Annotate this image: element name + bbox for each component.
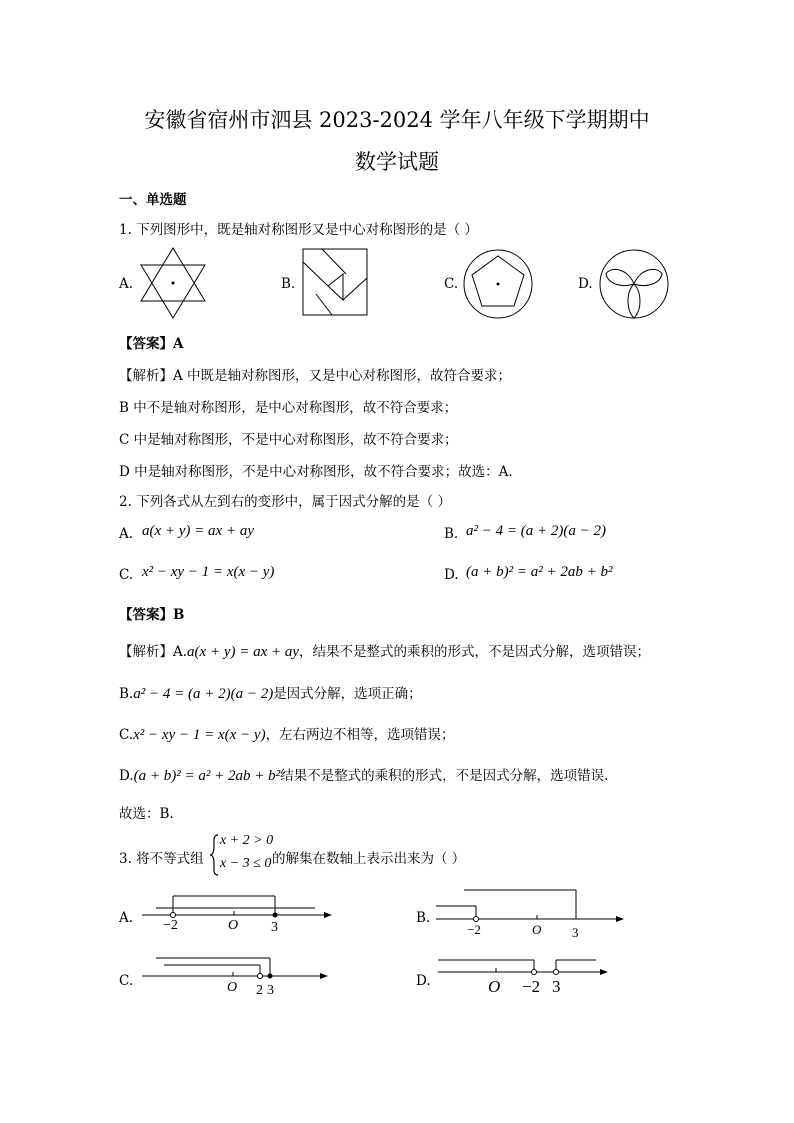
q3-inequality-1: x + 2 > 0	[220, 833, 274, 848]
q2-conclusion: 故选：B.	[119, 806, 174, 822]
q3-option-b-label: B.	[416, 910, 431, 926]
q3-c-tick-2: 2	[256, 983, 263, 998]
q3-a-tick-3: 3	[271, 920, 278, 935]
q3-inequality-2: x − 3 ≤ 0	[220, 856, 272, 871]
q1-option-c-label: C.	[444, 276, 459, 292]
q1-analysis-line-4: D 中是轴对称图形，不是中心对称图形，故不符合要求；故选：A.	[119, 464, 513, 480]
q2-analysis-1-prefix: 【解析】A.	[119, 644, 188, 660]
q3-option-c-label: C.	[119, 973, 134, 989]
q3-c-tick-origin: O	[227, 980, 238, 995]
q2-analysis-3-text: ，左右两边不相等，选项错误；	[265, 727, 455, 743]
q3-b-tick-3: 3	[572, 925, 579, 940]
q2-analysis-line-3	[119, 723, 455, 744]
q2-analysis-2-prefix: B.	[119, 686, 134, 702]
q3-stem-prefix: 3. 将不等式组	[119, 851, 204, 867]
q2-option-c-label: C.	[119, 567, 134, 583]
q3-d-tick-3: 3	[552, 977, 561, 996]
q2-analysis-1-text: ，结果不是整式的乘积的形式，不是因式分解，选项错误；	[299, 644, 651, 660]
q2-analysis-2-text: 是因式分解，选项正确；	[273, 686, 422, 702]
q1-analysis-line-2: B 中不是轴对称图形，是中心对称图形，故不符合要求；	[119, 400, 458, 416]
q2-analysis-3-expr: x² − xy − 1 = x(x − y)	[133, 727, 266, 743]
q2-analysis-line-2	[119, 682, 422, 703]
q2-analysis-line-1	[119, 640, 650, 661]
q3-d-tick-neg2: −2	[522, 977, 541, 996]
q1-stem: 1. 下列图形中，既是轴对称图形又是中心对称图形的是（ ）	[119, 222, 478, 238]
q3-stem-suffix: 的解集在数轴上表示出来为（ ）	[272, 851, 466, 867]
q2-answer: 【答案】B	[119, 607, 185, 623]
q1-figure-c-pentagon-in-circle	[462, 248, 534, 320]
q2-option-b-expr: a² − 4 = (a + 2)(a − 2)	[466, 523, 606, 539]
q3-b-tick-origin: O	[532, 922, 542, 937]
q2-analysis-line-4	[119, 764, 608, 785]
q2-option-a-expr: a(x + y) = ax + ay	[142, 523, 254, 539]
q2-analysis-4-text: 结果不是整式的乘积的形式，不是因式分解，选项错误.	[280, 768, 609, 784]
q1-option-d-label: D.	[578, 276, 593, 292]
q3-option-d-label: D.	[416, 973, 431, 989]
q2-option-d-label: D.	[444, 567, 459, 583]
q1-figure-d-trefoil-in-circle	[598, 248, 670, 320]
q2-option-a-label: A.	[119, 526, 134, 542]
q1-figure-a-hexagram	[138, 246, 208, 320]
q3-c-tick-3: 3	[267, 983, 274, 998]
q3-a-tick-neg2: −2	[163, 918, 178, 933]
q2-stem: 2. 下列各式从左到右的变形中，属于因式分解的是（ ）	[119, 494, 451, 510]
q1-option-a-label: A.	[119, 276, 134, 292]
q2-analysis-4-prefix: D.	[119, 768, 134, 784]
q2-analysis-2-expr: a² − 4 = (a + 2)(a − 2)	[133, 686, 274, 702]
q3-a-tick-origin: O	[228, 918, 239, 933]
q1-analysis-line-1: 【解析】A 中既是轴对称图形，又是中心对称图形，故符合要求；	[119, 368, 512, 384]
q1-answer: 【答案】A	[119, 336, 184, 352]
q2-option-b-label: B.	[444, 526, 459, 542]
document-title: 安徽省宿州市泗县 2023-2024 学年八年级下学期期中	[144, 108, 650, 132]
q2-analysis-1-expr: a(x + y) = ax + ay	[187, 644, 300, 660]
q1-option-b-label: B.	[281, 276, 296, 292]
q2-option-d-expr: (a + b)² = a² + 2ab + b²	[466, 564, 613, 580]
q1-figure-b-pinwheel-square	[302, 248, 368, 316]
q2-option-c-expr: x² − xy − 1 = x(x − y)	[142, 564, 275, 580]
document-subtitle: 数学试题	[355, 150, 439, 174]
q3-b-tick-neg2: −2	[467, 922, 481, 937]
q2-analysis-4-expr: (a + b)² = a² + 2ab + b²	[133, 768, 281, 784]
q3-brace	[209, 834, 219, 876]
q2-analysis-3-prefix: C.	[119, 727, 134, 743]
q3-option-a-label: A.	[119, 910, 134, 926]
q1-analysis-line-3: C 中是轴对称图形，不是中心对称图形，故不符合要求；	[119, 432, 458, 448]
q3-d-tick-origin: O	[488, 977, 501, 996]
section-heading: 一、单选题	[119, 192, 187, 208]
